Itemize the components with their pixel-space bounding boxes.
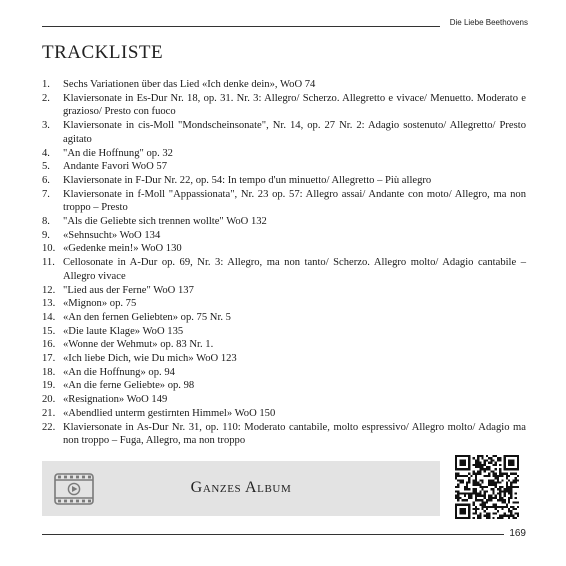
track-title: Sechs Variationen über das Lied «Ich denke dein», WoO 74 (63, 79, 316, 90)
track-item (42, 174, 526, 188)
track-item (42, 352, 526, 366)
track-item (42, 325, 526, 339)
track-number: 20. (42, 394, 56, 406)
track-number: 2. (42, 92, 50, 104)
track-item (42, 379, 526, 393)
running-head: Die Liebe Beethovens (449, 18, 528, 27)
track-item (42, 421, 526, 448)
track-title: Klaviersonate in F-Dur Nr. 22, op. 54: In tempo d'un minuetto/ Allegretto – Più allegro (63, 174, 432, 186)
track-item (42, 92, 526, 119)
track-item (42, 284, 526, 298)
track-number: 3. (42, 120, 50, 132)
track-number: 15. (42, 325, 56, 337)
track-number: 14. (42, 311, 56, 323)
track-item (42, 393, 526, 407)
track-number: 21. (42, 407, 56, 419)
track-number: 17. (42, 353, 56, 365)
track-title: "An die Hoffnung" op. 32 (63, 147, 173, 159)
footer-rule (42, 534, 504, 535)
track-number: 5. (42, 161, 50, 173)
track-title: «Die laute Klage» WoO 135 (63, 325, 184, 337)
track-item (42, 242, 526, 256)
track-item (42, 297, 526, 311)
tracklist (42, 78, 526, 448)
track-number: 9. (42, 229, 50, 241)
track-title: «Sehnsucht» WoO 134 (63, 229, 161, 241)
track-item (42, 338, 526, 352)
track-title: «Wonne der Wehmut» op. 83 Nr. 1. (63, 339, 214, 351)
track-number: 6. (42, 174, 50, 186)
track-number: 7. (42, 188, 50, 200)
track-title: «Gedenke mein!» WoO 130 (63, 243, 182, 255)
track-number: 11. (42, 257, 55, 269)
track-item (42, 256, 526, 283)
track-item (42, 215, 526, 229)
track-title: Cellosonate in A-Dur op. 69, Nr. 3: Allegro, ma non tanto/ Scherzo. Allegro molto/ Adagio cantabile – Allegro vivace (63, 257, 526, 282)
track-number: 16. (42, 339, 56, 351)
qr-code-icon[interactable] (455, 455, 519, 519)
track-number: 10. (42, 243, 56, 255)
track-number: 22. (42, 421, 56, 433)
track-item (42, 78, 526, 92)
track-title: «An den fernen Geliebten» op. 75 Nr. 5 (63, 311, 231, 323)
track-title: Klaviersonate in As-Dur Nr. 31, op. 110: Moderato cantabile, molto espressivo/ Allegro molto/ Adagio ma non troppo – Fuga, Allegro, ma non troppo (63, 421, 526, 447)
track-title: «Mignon» op. 75 (63, 298, 137, 310)
album-link-bar[interactable] (42, 461, 440, 516)
track-number: 13. (42, 298, 56, 310)
track-item (42, 119, 526, 146)
track-title: «Ich liebe Dich, wie Du mich» WoO 123 (63, 353, 237, 365)
track-item (42, 229, 526, 243)
track-title: «Abendlied unterm gestirnten Himmel» WoO 150 (63, 407, 276, 419)
track-item (42, 188, 526, 215)
track-number: 1. (42, 79, 50, 90)
track-title: Klaviersonate in f-Moll "Appassionata", Nr. 23 op. 57: Allegro assai/ Andante con moto/ Allegro, ma non troppo – Presto (63, 188, 526, 214)
track-number: 19. (42, 380, 56, 392)
track-number: 12. (42, 284, 56, 296)
track-item (42, 160, 526, 174)
header-rule (42, 26, 440, 27)
track-title: «An die ferne Geliebte» op. 98 (63, 380, 195, 392)
album-label[interactable]: Ganzes Album (190, 479, 292, 496)
track-title: "Als die Geliebte sich trennen wollte" WoO 132 (63, 216, 267, 228)
track-item (42, 407, 526, 421)
track-title: "Lied aus der Ferne" WoO 137 (63, 284, 194, 296)
track-number: 18. (42, 366, 56, 378)
track-number: 4. (42, 147, 50, 159)
track-item (42, 366, 526, 380)
page-title: TRACKLISTE (42, 42, 164, 63)
track-number: 8. (42, 216, 50, 228)
track-item (42, 311, 526, 325)
track-title: Klaviersonate in cis-Moll "Mondscheinsonate", Nr. 14, op. 27 Nr. 2: Adagio sostenuto/ Allegretto/ Presto agitato (63, 120, 526, 145)
track-item (42, 147, 526, 161)
track-title: Klaviersonate in Es-Dur Nr. 18, op. 31. Nr. 3: Allegro/ Scherzo. Allegretto e vivace/ Menuetto. Moderato e grazioso/ Presto con fuoco (63, 92, 526, 118)
track-title: «Resignation» WoO 149 (63, 394, 168, 406)
page-number: 169 (509, 528, 526, 539)
track-title: Andante Favori WoO 57 (63, 161, 167, 173)
track-title: «An die Hoffnung» op. 94 (63, 366, 175, 378)
